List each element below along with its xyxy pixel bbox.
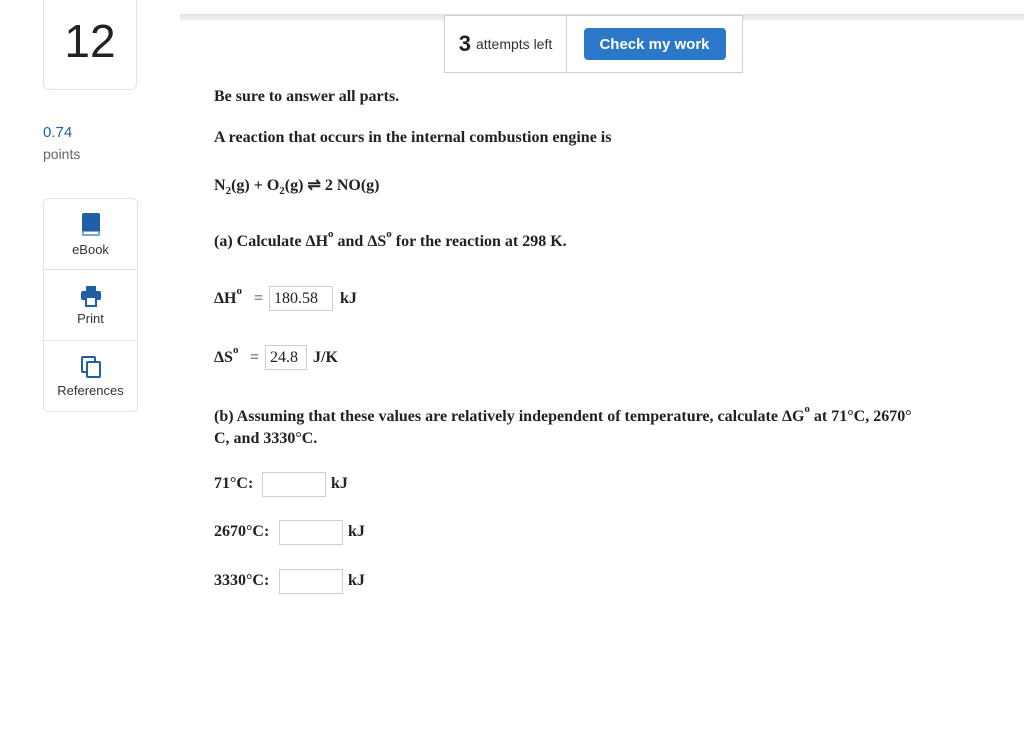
print-label: Print [77,310,104,326]
attempts-indicator [444,15,567,73]
printer-icon [80,285,102,307]
part-b-text-line2: C, and 3330°C. [214,430,318,447]
references-label: References [57,383,124,398]
delta-h-unit: kJ [340,290,357,307]
row-2670-label: 2670°C: [214,523,270,540]
dg-71-input[interactable] [262,472,326,497]
part-a-text: (a) Calculate $\Delta H^o$ and $\Delta S^o$ for the reaction at 298 K. [214,228,567,250]
question-number: 12 [64,14,116,67]
question-number-box [43,0,137,90]
row-71-label: 71°C: [214,475,254,492]
points-label: points [43,146,81,162]
ebook-button[interactable] [44,199,137,270]
check-work-container [567,15,743,73]
points-value: 0.74 [43,124,73,141]
delta-h-equals: = [254,290,264,307]
equilibrium-arrow: ⇌ [307,177,321,194]
tools-panel [43,198,138,412]
delta-h-input[interactable] [269,286,333,311]
row-3330-label: 3330°C: [214,572,270,589]
delta-h-label: $\Delta H^o$ [214,285,242,307]
references-button[interactable] [44,341,137,412]
check-my-work-button[interactable]: Check my work [584,28,726,60]
row-2670-unit: kJ [348,523,365,540]
attempts-text: attempts left [475,36,553,52]
delta-s-equals: = [250,349,260,366]
row-3330-unit: kJ [348,572,365,589]
reaction-equation: $N_2(g) + O_2(g)$ ⇌ 2 NO(g) [214,177,380,197]
part-b-text: (b) Assuming that these values are relatively independent of temperature, calculate $\Delta G^o$ at 71°C, 2670° [214,403,912,425]
book-icon [80,212,102,238]
attempts-count: 3 [458,31,471,56]
dg-3330-input[interactable] [279,569,343,594]
ebook-label: eBook [72,241,109,257]
row-71-unit: kJ [331,475,348,492]
delta-s-input[interactable] [265,345,307,370]
print-button[interactable] [44,270,137,341]
dg-2670-input[interactable] [279,520,343,545]
instruction-text: Be sure to answer all parts. [214,88,400,105]
delta-s-label: $\Delta S^o$ [214,344,239,366]
references-icon [80,355,102,379]
intro-text: A reaction that occurs in the internal combustion engine is [214,129,612,146]
delta-s-unit: J/K [313,349,338,366]
